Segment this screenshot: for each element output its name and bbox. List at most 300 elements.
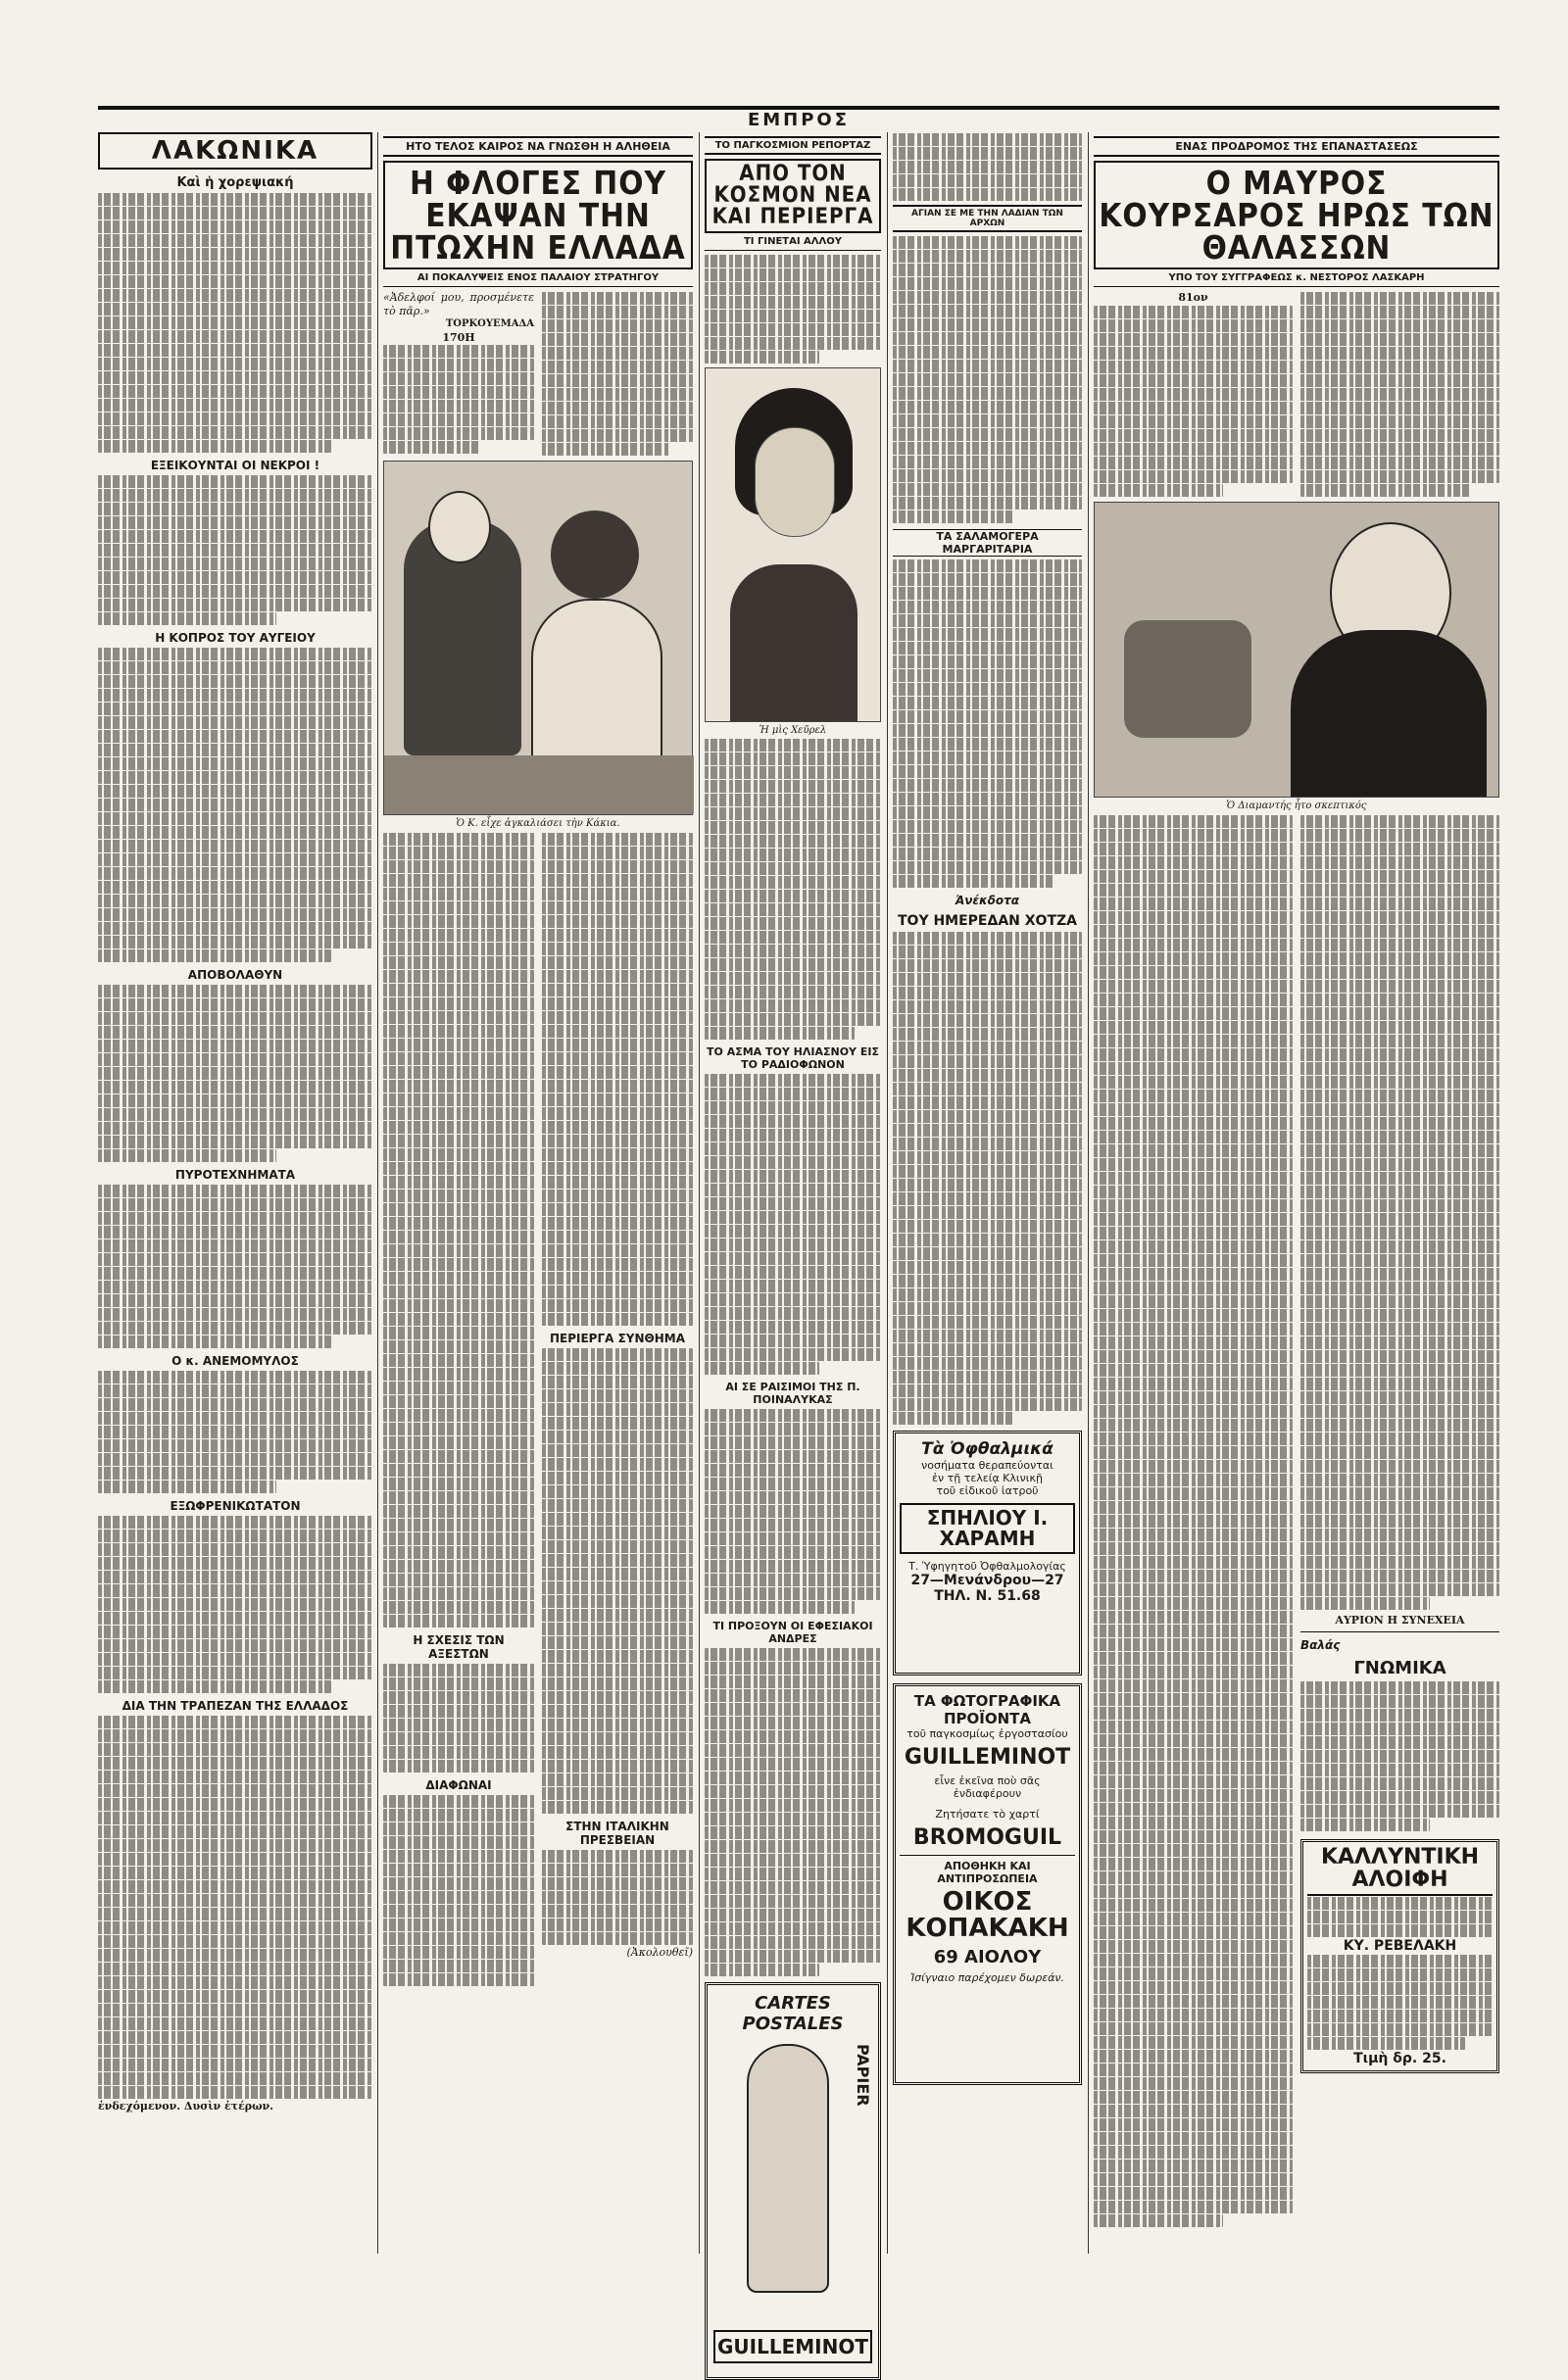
text-line [1094,1048,1293,1061]
text-line [893,724,1082,737]
text-line [705,1772,881,1784]
text-line [893,946,1082,958]
text-line [383,1217,534,1230]
text-line [98,1908,372,1920]
text-line [98,358,372,370]
text-line [383,1891,534,1904]
text-line [98,1108,372,1121]
text-line [1300,1501,1499,1514]
text-line [893,1138,1082,1150]
text-line [98,1198,372,1211]
text-line [98,1921,372,1934]
text-line [1094,1638,1293,1651]
text-line [1094,994,1293,1006]
text-line [893,834,1082,847]
text-line [893,1055,1082,1068]
text-line [383,1107,534,1120]
serial-continues: ΑΥΡΙΟΝ Η ΣΥΝΕΧΕΙΑ [1335,1614,1465,1627]
kicker: ΕΝΑΣ ΠΡΟΔΡΟΜΟΣ ΤΗΣ ΕΠΑΝΑΣΤΑΣΕΩΣ [1094,136,1499,157]
serial-body [1094,814,1293,2228]
text-line [542,1664,693,1676]
text-line [893,1234,1082,1246]
text-line [98,1516,372,1529]
text-line [705,1129,881,1141]
text-line [542,1499,693,1512]
text-line [383,1244,534,1257]
text-line [542,1877,693,1890]
masthead-title: ΕΜΠΡΟΣ [747,110,851,130]
text-line [1094,1446,1293,1459]
text-line [893,820,1082,833]
text-line [1094,1282,1293,1294]
text-line [542,1705,693,1718]
text-line [893,1124,1082,1137]
text-line [98,1729,372,1742]
ad-guilleminot-postcards [705,1982,881,2380]
text-line [705,945,881,957]
text-line [98,812,372,825]
text-line [893,332,1082,345]
ad-line: ἐν τῇ τελείᾳ Κλινικῇ [932,1472,1043,1484]
text-line [705,1450,881,1463]
text-line [542,1444,693,1457]
article-body [893,559,1082,888]
text-line [1300,1597,1430,1610]
text-line [1300,1446,1499,1459]
text-line [1094,1775,1293,1788]
text-line [542,1258,693,1271]
text-line [1094,1336,1293,1349]
text-line [98,1067,372,1080]
text-line [1094,1817,1293,1829]
text-line [893,559,1082,572]
text-line [98,1667,372,1679]
text-line [383,1560,534,1573]
text-line [1094,1707,1293,1720]
text-line [98,234,372,247]
text-line [383,1732,534,1745]
text-line [1094,1090,1293,1102]
ad-title: ΚΑΛΛΥΝΤΙΚΗ ΑΛΟΙΦΗ [1307,1846,1493,1896]
text-line [98,303,372,316]
ad-phone: ΤΗΛ. Ν. 51.68 [934,1588,1041,1604]
article-body [705,255,881,364]
text-line [542,1568,693,1580]
text-line [1094,374,1293,387]
text-line [705,1854,881,1867]
text-line [1300,306,1499,318]
text-line [1094,1748,1293,1761]
text-line [98,413,372,425]
text-line [542,1801,693,1814]
text-line [1307,1911,1493,1923]
text-line [383,1464,534,1477]
text-line [893,1330,1082,1342]
text-line [542,1313,693,1326]
text-line [1094,1117,1293,1130]
text-line [1094,1721,1293,1733]
text-line [1300,1076,1499,1089]
text-line [98,1584,372,1597]
text-line [1307,1955,1493,1967]
text-line [383,1354,534,1367]
text-line [98,1653,372,1666]
text-line [542,1905,693,1918]
masthead [98,106,1499,131]
text-line [383,441,481,454]
text-line [893,710,1082,723]
illustration-diamantis [1094,502,1499,798]
text-line [893,1384,1082,1397]
text-line [1300,1350,1499,1363]
text-line [705,1676,881,1688]
text-line [383,413,534,426]
text-line [542,833,693,846]
text-line [383,1231,534,1243]
text-line [98,1322,372,1335]
text-line [1094,1940,1293,1953]
text-line [98,922,372,935]
text-line [893,1412,1015,1425]
text-line [893,360,1082,372]
text-line [705,890,881,902]
column-rule [377,132,378,2254]
text-line [383,943,534,955]
text-line [98,220,372,233]
ad-address: 27—Μενάνδρου—27 [910,1573,1064,1588]
text-line [1094,1405,1293,1418]
text-line [383,1932,534,1945]
text-line [705,255,881,267]
text-line [1094,2077,1293,2090]
text-line [705,917,881,930]
text-line [1300,1764,1499,1776]
text-line [1094,443,1293,456]
column-serial-flames [383,132,693,2254]
text-line [1094,2064,1293,2076]
text-line [1300,1103,1499,1116]
text-line [98,2017,372,2030]
text-line [542,1403,693,1416]
text-line [705,1601,855,1614]
article-heading: ΔΙΑ ΤΗΝ ΤΡΑΠΕΖΑΝ ΤΗΣ ΕΛΛΑΔΟΣ [122,1699,349,1713]
text-line [705,1730,881,1743]
text-line [1094,1789,1293,1802]
text-line [1094,870,1293,883]
text-line [1094,1981,1293,1994]
kicker: ΗΤΟ ΤΕΛΟΣ ΚΑΙΡΟΣ ΝΑ ΓΝΩΣΘΗ Η ΑΛΗΘΕΙΑ [383,136,693,157]
text-line [542,333,693,346]
text-line [1300,415,1499,428]
text-line [383,1960,534,1972]
text-line [893,614,1082,627]
article-body [893,133,1082,201]
text-line [893,669,1082,682]
text-line [705,1335,881,1347]
text-line [1094,347,1293,360]
text-line [893,250,1082,263]
text-line [1094,1803,1293,1816]
text-line [98,1976,372,1989]
text-line [893,387,1082,400]
text-line [1094,2036,1293,2049]
ad-line: Ἰσίγναιο παρέχομεν δωρεάν. [909,1970,1065,1984]
text-line [383,1478,534,1490]
chapter-number: 81ον [1178,291,1208,304]
text-line [893,1192,1082,1205]
text-line [383,997,534,1010]
text-line [98,881,372,894]
article-body [705,1409,881,1614]
text-line [1094,388,1293,401]
text-line [98,1867,372,1879]
text-line [383,1546,534,1559]
text-line [1094,1158,1293,1171]
text-line [542,1348,693,1361]
text-line [542,1773,693,1786]
ad-line: Τ. Ὑφηγητοῦ Ὀφθαλμολογίας [908,1560,1066,1573]
text-line [893,1261,1082,1274]
text-line [1300,1570,1499,1582]
text-line [893,401,1082,413]
text-line [1094,966,1293,979]
article-body [893,236,1082,523]
text-line [893,188,1082,201]
text-line [1094,484,1223,497]
text-line [893,861,1082,874]
text-line [893,1179,1082,1191]
text-line [98,936,372,948]
text-line [893,628,1082,641]
text-line [893,973,1082,986]
ad-line: νοσήματα θεραπεύονται [921,1459,1054,1472]
text-line [98,853,372,866]
text-line [1300,1090,1499,1102]
text-line [98,1398,372,1411]
text-line [98,1771,372,1783]
text-line [383,1905,534,1918]
text-line [705,1505,881,1518]
text-line [542,374,693,387]
article-heading: ΤΟ ΑΣΜΑ ΤΟΥ ΗΛΙΑΣΝΟΥ ΕΙΣ ΤΟ ΡΑΔΙΟΦΩΝΟΝ [707,1045,879,1071]
text-line [893,469,1082,482]
text-line [98,399,372,412]
text-line [1094,1309,1293,1322]
text-line [705,849,881,861]
column-rule [1088,132,1089,2254]
text-line [705,1013,881,1026]
text-line [1094,2201,1293,2213]
article-body [98,648,372,962]
text-line [893,174,1082,187]
text-line [1300,1556,1499,1569]
text-line [542,347,693,360]
text-line [1094,1583,1293,1596]
text-line [383,1121,534,1134]
text-line [98,1481,276,1493]
text-line [98,262,372,274]
text-line [893,848,1082,860]
text-line [893,656,1082,668]
ad-address: 69 ΑΙΟΛΟΥ [933,1946,1042,1967]
text-line [1300,1695,1499,1708]
text-line [98,661,372,674]
text-line [98,275,372,288]
headline: ΑΠΟ ΤΟΝ ΚΟΣΜΟΝ ΝΕΑ ΚΑΙ ΠΕΡΙΕΡΓΑ [705,159,881,233]
text-line [98,1853,372,1866]
text-line [1300,1791,1499,1804]
text-line [1094,1350,1293,1363]
text-line [1300,1583,1499,1596]
text-line [893,752,1082,764]
text-line [98,1530,372,1542]
text-line [1307,1996,1493,2009]
text-line [98,207,372,219]
text-line [705,1252,881,1265]
ad-eye-clinic [893,1431,1082,1676]
text-line [98,1571,372,1583]
text-line [1094,1240,1293,1253]
text-line [893,510,1015,523]
text-line [893,236,1082,249]
text-line [98,1439,372,1452]
text-line [1094,1007,1293,1020]
text-line [542,956,693,969]
text-line [383,1409,534,1422]
text-line [98,1384,372,1397]
ad-brand: GUILLEMINOT [713,2330,872,2363]
text-line [98,1040,372,1052]
ad-doctor: ΣΠΗΛΙΟΥ Ι. ΧΑΡΑΜΗ [900,1503,1075,1554]
text-line [542,1636,693,1649]
text-line [98,1626,372,1638]
text-line [893,1398,1082,1411]
text-line [383,359,534,371]
text-line [383,1691,534,1704]
text-line [542,1485,693,1498]
text-line [1300,1515,1499,1528]
text-line [893,779,1082,792]
text-line [542,1787,693,1800]
text-line [1094,980,1293,993]
text-line [98,2059,372,2071]
article-body [98,1716,372,2099]
text-line [542,874,693,887]
text-line [542,1362,693,1375]
text-line [1094,1570,1293,1582]
portrait-photo [705,367,881,722]
text-line [383,970,534,983]
text-line [542,1650,693,1663]
ad-line: PAPIER [854,2044,872,2107]
text-line [542,984,693,996]
text-line [705,1868,881,1880]
text-line [383,1190,534,1202]
text-line [98,771,372,784]
text-line [1094,1529,1293,1541]
illustration-caption: Ὁ Διαμαντής ἦτο σκεπτικός [1226,801,1367,811]
text-line [98,585,372,598]
article-body [98,475,372,625]
text-line [542,1864,693,1876]
text-line [383,1450,534,1463]
text-line [1300,443,1499,456]
text-line [383,1705,534,1718]
text-line [1300,388,1499,401]
text-line [98,757,372,770]
text-line [893,1220,1082,1233]
text-line [98,1253,372,1266]
text-line [1094,815,1293,828]
text-line [1300,347,1499,360]
text-line [383,1080,534,1093]
text-line [1094,898,1293,910]
text-line [383,1011,534,1024]
text-line [98,703,372,715]
text-line [98,1798,372,1811]
text-line [1300,1007,1499,1020]
text-line [383,1395,534,1408]
text-line [1300,1048,1499,1061]
text-line [705,351,819,364]
text-line [383,1272,534,1285]
text-line [542,1554,693,1567]
text-line [1094,2091,1293,2104]
text-line [383,1327,534,1339]
text-line [542,1719,693,1731]
text-line [542,1527,693,1539]
column-black-corsair [1094,132,1499,2254]
text-line [542,1203,693,1216]
text-line [98,193,372,206]
text-line [1094,1021,1293,1034]
text-line [98,785,372,798]
text-line [98,998,372,1011]
text-line [98,1212,372,1225]
byline: ΤΙ ΓΙΝΕΤΑΙ ΑΛΛΟΥ [705,236,881,251]
text-line [542,1107,693,1120]
text-line [542,1623,693,1635]
text-line [705,323,881,336]
article-heading: ΠΕΡΙΕΡΓΑ ΣΥΝΘΗΜΑ [549,1332,685,1345]
text-line [542,1039,693,1051]
text-line [542,970,693,983]
text-line [705,1478,881,1490]
text-line [98,1136,372,1148]
text-line [542,1080,693,1093]
text-line [98,1239,372,1252]
text-line [542,1691,693,1704]
text-line [1300,1295,1499,1308]
text-line [98,1336,331,1348]
text-line [542,1286,693,1298]
text-line [705,1574,881,1586]
text-line [705,296,881,309]
text-line [1094,1172,1293,1185]
text-line [542,1244,693,1257]
text-line [542,1148,693,1161]
text-line [893,1343,1082,1356]
text-line [893,318,1082,331]
text-line [383,1176,534,1189]
text-line [98,1094,372,1107]
text-line [705,1491,881,1504]
text-line [705,1922,881,1935]
text-line [1094,1913,1293,1925]
text-line [705,903,881,916]
text-line [1307,1897,1493,1910]
text-line [383,1340,534,1353]
